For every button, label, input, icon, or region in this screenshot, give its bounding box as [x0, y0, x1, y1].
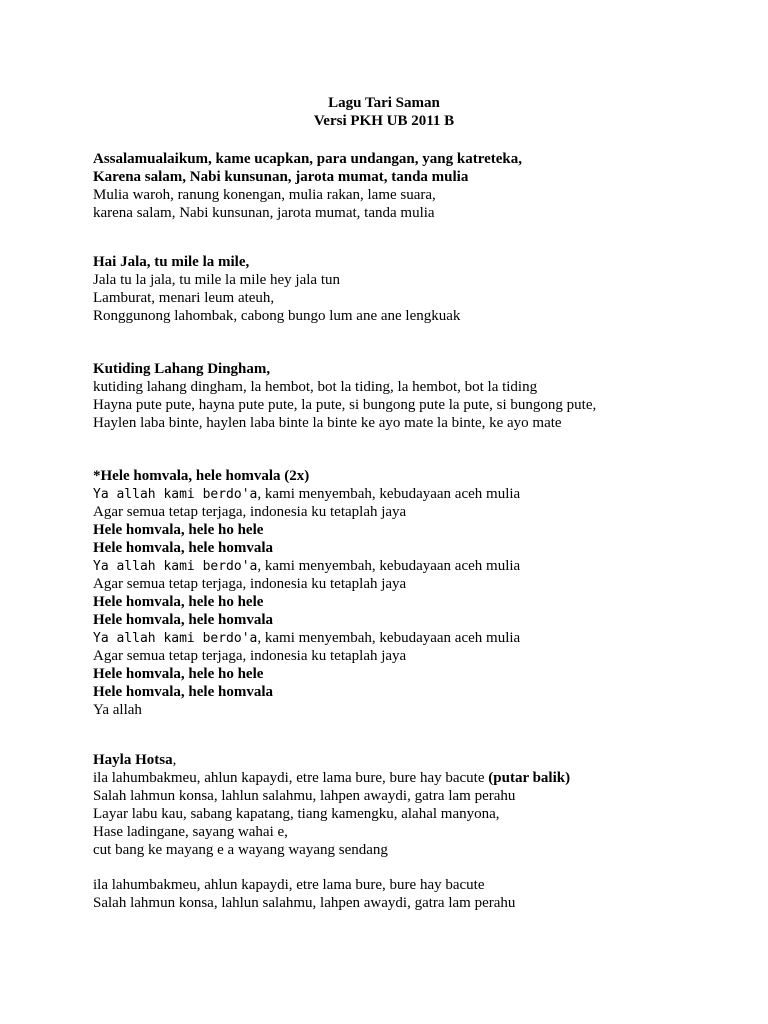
stanza-line: [93, 557, 733, 575]
stanza-line: kutiding lahang dingham, la hembot, bot la tiding, la hembot, bot la tiding: [93, 379, 538, 395]
stanza-line: Layar labu kau, sabang kapatang, tiang kamengku, alahal manyona,: [93, 806, 500, 822]
stanza-heading: Kutiding Lahang Dingham,: [93, 361, 271, 377]
putar-balik-note: (putar balik): [488, 770, 571, 786]
stanza-line: Ya allah: [93, 702, 142, 718]
stanza-line: Hele homvala, hele homvala: [93, 540, 273, 556]
stanza-line: [93, 485, 733, 503]
stanza-line: Hele homvala, hele ho hele: [93, 594, 264, 610]
ya-allah-prefix: Ya allah kami berdo'a: [93, 631, 258, 646]
stanza-line: Salah lahmun konsa, lahlun salahmu, lahpen awaydi, gatra lam perahu: [93, 895, 516, 911]
stanza-line: [93, 629, 733, 647]
stanza-line: Lamburat, menari leum ateuh,: [93, 290, 275, 306]
stanza-line: Hele homvala, hele homvala: [93, 684, 273, 700]
stanza-line: ila lahumbakmeu, ahlun kapaydi, etre lama bure, bure hay bacute: [93, 877, 485, 893]
stanza-line: Hele homvala, hele ho hele: [93, 666, 264, 682]
stanza-line: Salah lahmun konsa, lahlun salahmu, lahpen awaydi, gatra lam perahu: [93, 788, 516, 804]
ya-allah-suffix: , kami menyembah, kebudayaan aceh mulia: [257, 558, 521, 574]
stanza-line: [93, 769, 733, 787]
title-block: [0, 94, 768, 130]
stanza-line: Ronggunong lahombak, cabong bungo lum ane ane lengkuak: [93, 308, 461, 324]
ya-allah-suffix: , kami menyembah, kebudayaan aceh mulia: [257, 486, 521, 502]
stanza-line: cut bang ke mayang e a wayang wayang sendang: [93, 842, 388, 858]
stanza-line: Haylen laba binte, haylen laba binte la binte ke ayo mate la binte, ke ayo mate: [93, 415, 562, 431]
stanza-hai-jala: [93, 253, 733, 325]
ya-allah-prefix: Ya allah kami berdo'a: [93, 487, 258, 502]
stanza-line: karena salam, Nabi kunsunan, jarota mumat, tanda mulia: [93, 205, 435, 221]
line-text: ila lahumbakmeu, ahlun kapaydi, etre lama bure, bure hay bacute: [93, 770, 489, 786]
stanza-line: Jala tu la jala, tu mile la mile hey jala tun: [93, 272, 341, 288]
stanza-line: Hayna pute pute, hayna pute pute, la pute, si bungong pute la pute, si bungong pute,: [93, 397, 597, 413]
stanza-assalamualaikum: [93, 150, 733, 222]
heading-text: Hayla Hotsa: [93, 752, 173, 768]
heading-comma: ,: [172, 752, 177, 768]
stanza-heading: Hai Jala, tu mile la mile,: [93, 254, 250, 270]
stanza-line: Karena salam, Nabi kunsunan, jarota mumat, tanda mulia: [93, 169, 469, 185]
ya-allah-prefix: Ya allah kami berdo'a: [93, 559, 258, 574]
stanza-kutiding: [93, 360, 733, 432]
stanza-heading: *Hele homvala, hele homvala (2x): [93, 468, 310, 484]
stanza-line: Assalamualaikum, kame ucapkan, para undangan, yang katreteka,: [93, 151, 522, 167]
stanza-repeat: [93, 876, 733, 912]
stanza-heading: [93, 751, 733, 769]
stanza-line: Hase ladingane, sayang wahai e,: [93, 824, 288, 840]
stanza-line: Agar semua tetap terjaga, indonesia ku tetaplah jaya: [93, 576, 407, 592]
stanza-line: Hele homvala, hele ho hele: [93, 522, 264, 538]
stanza-line: Hele homvala, hele homvala: [93, 612, 273, 628]
document-title: Lagu Tari Saman: [328, 95, 440, 111]
stanza-line: Agar semua tetap terjaga, indonesia ku tetaplah jaya: [93, 504, 407, 520]
stanza-line: Agar semua tetap terjaga, indonesia ku tetaplah jaya: [93, 648, 407, 664]
stanza-hele-homvala: [93, 467, 733, 719]
document-subtitle: Versi PKH UB 2011 B: [313, 113, 455, 129]
ya-allah-suffix: , kami menyembah, kebudayaan aceh mulia: [257, 630, 521, 646]
stanza-line: Mulia waroh, ranung konengan, mulia rakan, lame suara,: [93, 187, 436, 203]
stanza-hayla-hotsa: [93, 751, 733, 859]
